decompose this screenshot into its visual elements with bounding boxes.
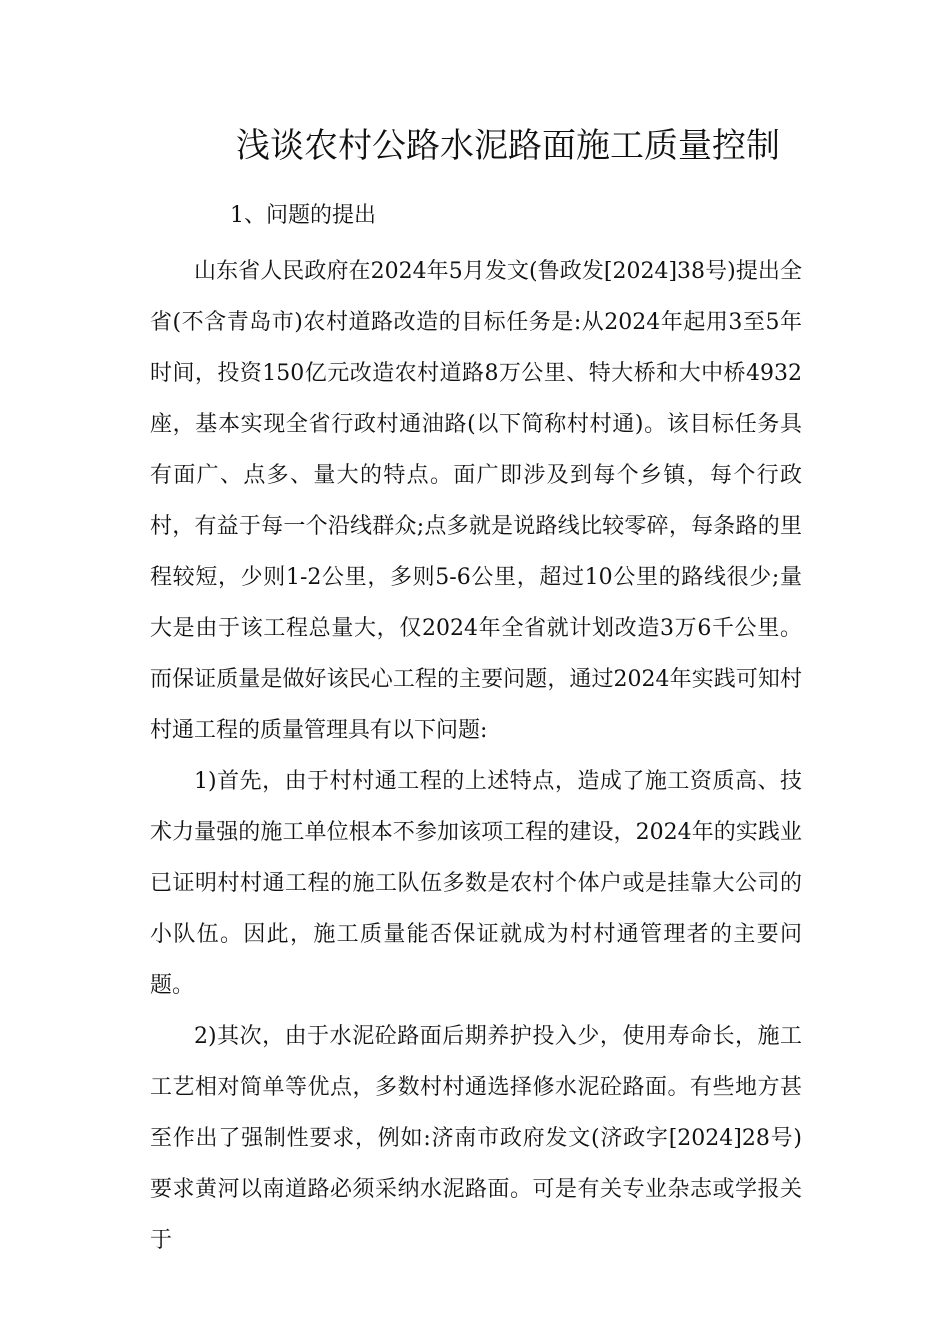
paragraph-issue-1: 1)首先，由于村村通工程的上述特点，造成了施工资质高、技术力量强的施工单位根本不参加该项工程的建设，2024年的实践业已证明村村通工程的施工队伍多数是农村个体户或是挂靠大公司的小队伍。因此，施工质量能否保证就成为村村通管理者的主要问题。: [150, 769, 802, 998]
paragraph-issue-2: 2)其次，由于水泥砼路面后期养护投入少，使用寿命长，施工工艺相对简单等优点，多数村村通选择修水泥砼路面。有些地方甚至作出了强制性要求，例如:济南市政府发文(济政字[2024]28号)要求黄河以南道路必须采纳水泥路面。可是有关专业杂志或学报关于: [150, 1024, 802, 1253]
document-body: [150, 246, 802, 1266]
document-title: 浅谈农村公路水泥路面施工质量控制: [236, 126, 780, 166]
paragraph-background: 山东省人民政府在2024年5月发文(鲁政发[2024]38号)提出全省(不含青岛市)农村道路改造的目标任务是:从2024年起用3至5年时间，投资150亿元改造农村道路8万公里、特大桥和大中桥4932座，基本实现全省行政村通油路(以下简称村村通)。该目标任务具有面广、点多、量大的特点。面广即涉及到每个乡镇，每个行政村，有益于每一个沿线群众;点多就是说路线比较零碎，每条路的里程较短，少则1-2公里，多则5-6公里，超过10公里的路线很少;量大是由于该工程总量大，仅2024年全省就计划改造3万6千公里。而保证质量是做好该民心工程的主要问题，通过2024年实践可知村村通工程的质量管理具有以下问题:: [150, 259, 802, 743]
section-heading: 1、问题的提出: [230, 203, 376, 228]
